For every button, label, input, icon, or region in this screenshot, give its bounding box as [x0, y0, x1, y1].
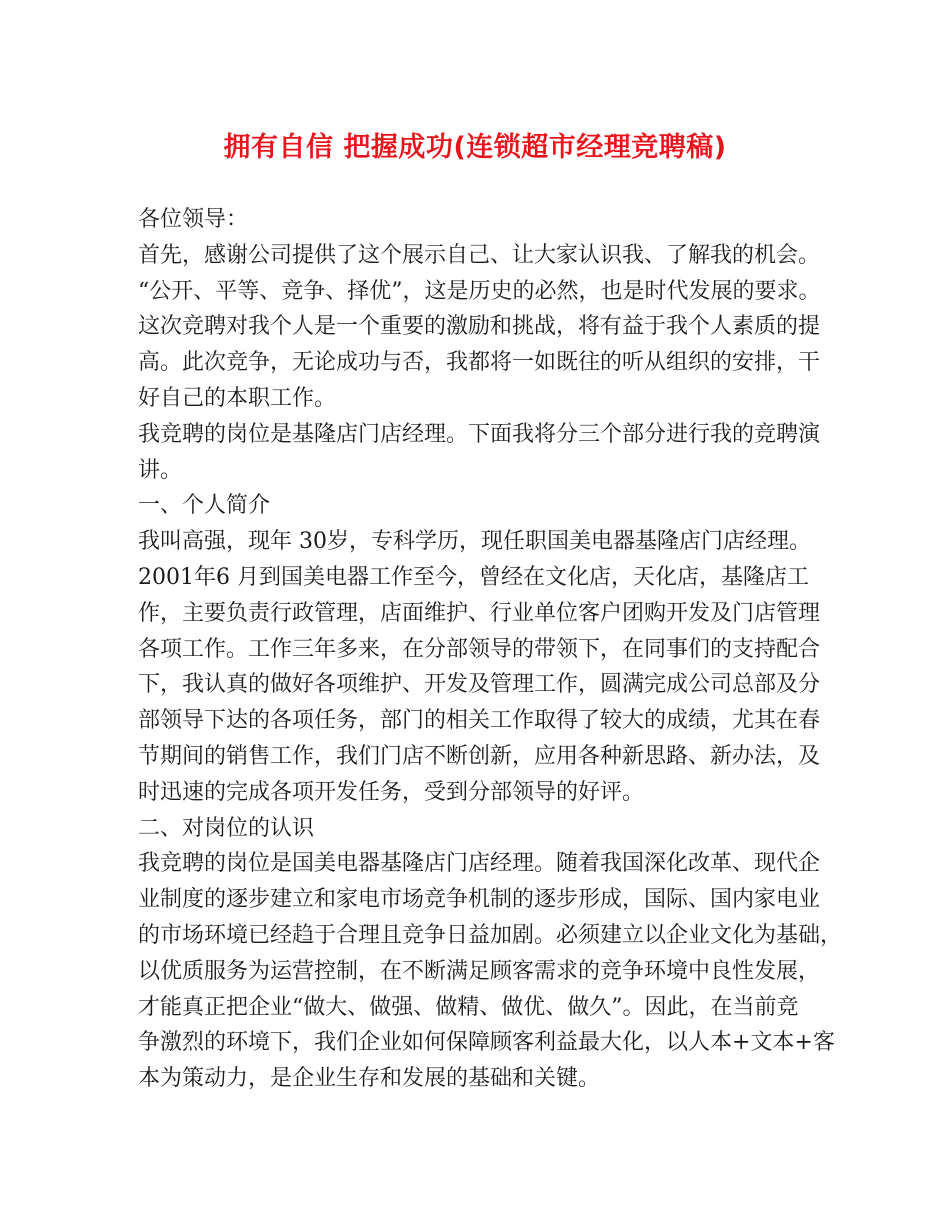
body-line: 二、对岗位的认识: [138, 815, 315, 841]
body-line: 争激烈的环境下，我们企业如何保障顾客利益最大化，以人本+文本+客: [138, 1030, 835, 1056]
body-line: 作，主要负责行政管理，店面维护、行业单位客户团购开发及门店管理: [138, 600, 821, 626]
body-line: 讲。: [138, 457, 183, 483]
document-title: 拥有自信 把握成功(连锁超市经理竞聘稿): [223, 132, 727, 163]
body-line: “公开、平等、竞争、择优”，这是历史的必然，也是时代发展的要求。: [138, 278, 821, 304]
body-line: 各位领导：: [138, 207, 249, 232]
body-line: 2001年6 月到国美电器工作至今，曾经在文化店，天化店，基隆店工: [138, 564, 809, 590]
body-line: 一、个人简介: [138, 493, 271, 519]
document-body: [138, 202, 843, 1097]
body-line: 好自己的本职工作。: [138, 385, 337, 411]
body-line: 各项工作。工作三年多来，在分部领导的带领下，在同事们的支持配合: [138, 636, 821, 662]
body-line: 高。此次竞争，无论成功与否，我都将一如既往的听从组织的安排，干: [138, 350, 821, 376]
body-line: 本为策动力，是企业生存和发展的基础和关键。: [138, 1066, 601, 1092]
body-line: 时迅速的完成各项开发任务，受到分部领导的好评。: [138, 779, 645, 805]
body-line: 业制度的逐步建立和家电市场竞争机制的逐步形成，国际、国内家电业: [138, 887, 821, 913]
body-line: 这次竞聘对我个人是一个重要的激励和挑战，将有益于我个人素质的提: [138, 314, 821, 340]
body-line: 节期间的销售工作，我们门店不断创新，应用各种新思路、新办法，及: [138, 743, 821, 769]
body-line: 我竞聘的岗位是国美电器基隆店门店经理。随着我国深化改革、现代企: [138, 851, 821, 877]
body-line: 的市场环境已经趋于合理且竞争日益加剧。必须建立以企业文化为基础，: [138, 922, 843, 948]
body-line: 才能真正把企业“做大、做强、做精、做优、做久”。因此，在当前竞: [138, 994, 799, 1020]
body-line: 部领导下达的各项任务，部门的相关工作取得了较大的成绩，尤其在春: [138, 708, 821, 734]
body-line: 我竞聘的岗位是基隆店门店经理。下面我将分三个部分进行我的竞聘演: [138, 421, 821, 447]
body-line: 下，我认真的做好各项维护、开发及管理工作，圆满完成公司总部及分: [138, 672, 821, 698]
body-line: 我叫高强，现年 30岁，专科学历，现任职国美电器基隆店门店经理。: [138, 529, 811, 555]
body-line: 以优质服务为运营控制，在不断满足顾客需求的竞争环境中良性发展，: [138, 958, 821, 984]
body-line: 首先，感谢公司提供了这个展示自己、让大家认识我、了解我的机会。: [138, 242, 821, 268]
